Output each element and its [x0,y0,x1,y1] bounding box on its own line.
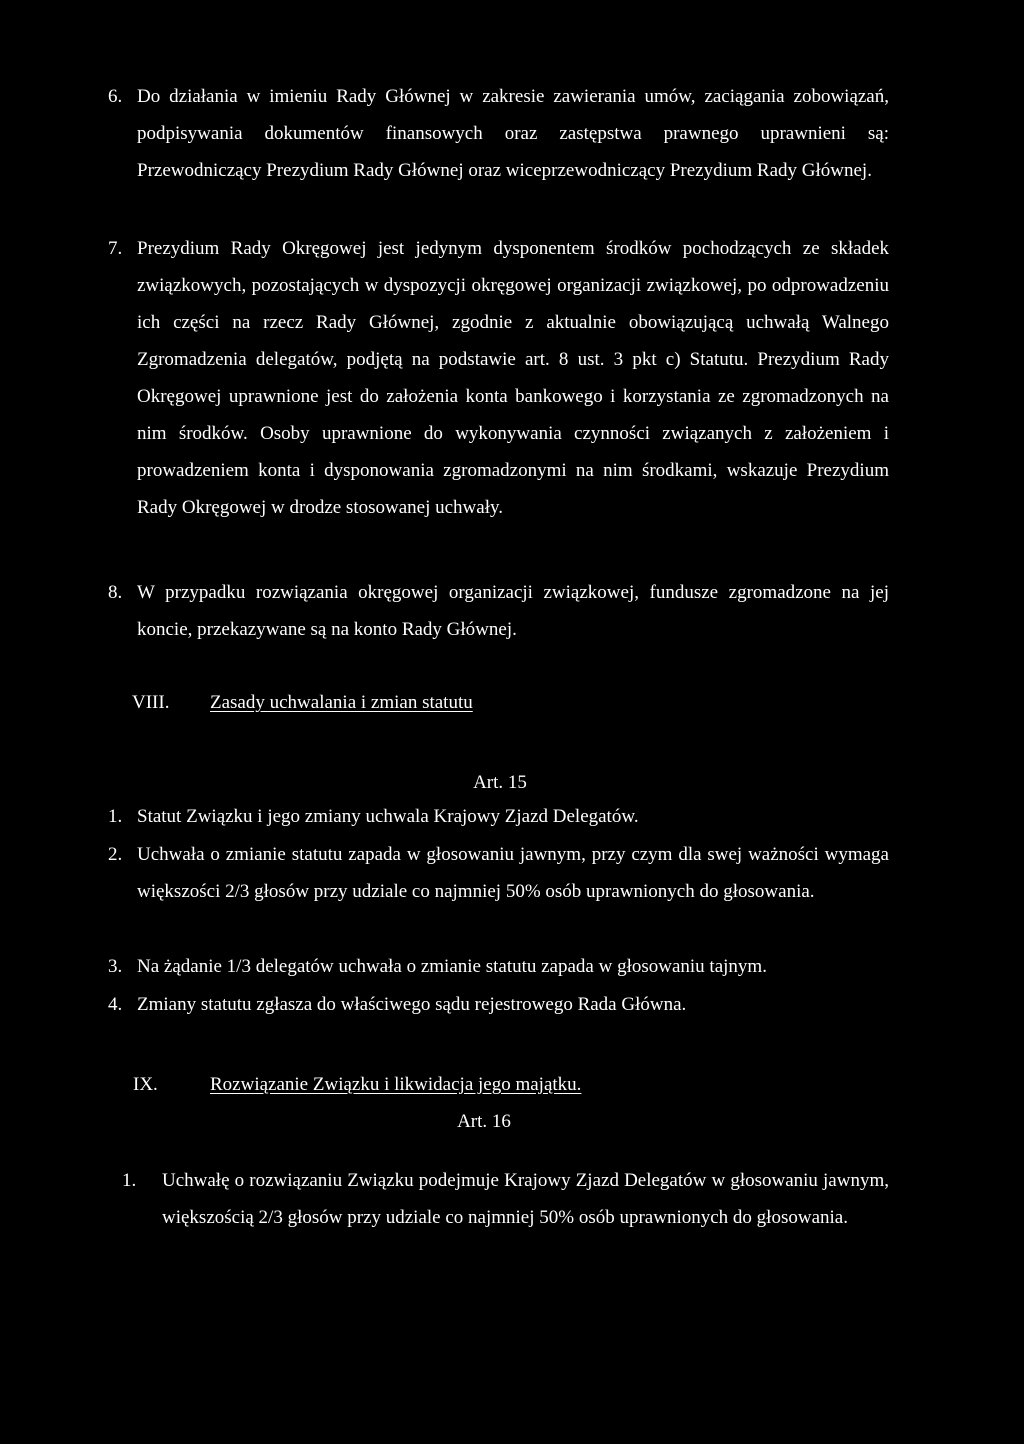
item-text: Statut Związku i jego zmiany uchwala Krajowy Zjazd Delegatów. [137,806,639,827]
section-title: Zasady uchwalania i zmian statutu [210,692,473,713]
item-text: Do działania w imieniu Rady Głównej w zakresie zawierania umów, zaciągania zobowiązań, podpisywania dokumentów finansowych oraz zastępstwa prawnego uprawnieni są: Przewodniczący Prezydium Rady Głównej oraz wiceprzewodniczący Prezydium Rady Głównej. [137,86,889,181]
section-heading [133,1066,158,1103]
item-text: Zmiany statutu zgłasza do właściwego sądu rejestrowego Rada Główna. [137,994,687,1015]
item-number: 1. [108,806,123,827]
item-number: 6. [108,86,123,107]
item-text: Uchwałę o rozwiązaniu Związku podejmuje Krajowy Zjazd Delegatów w głosowaniu jawnym, większością 2/3 głosów przy udziale co najmniej 50% osób uprawnionych do głosowania. [162,1170,889,1228]
item-number: 3. [108,956,123,977]
item-number: 1. [122,1170,137,1191]
section-numeral: IX. [133,1074,158,1095]
article-label: Art. 15 [473,772,527,793]
section-title-wrapper [210,1066,581,1103]
item-text: Prezydium Rady Okręgowej jest jedynym dysponentem środków pochodzących ze składek związkowych, pozostających w dyspozycji okręgowej organizacji związkowej, po odprowadzeniu ich części na rzecz Rady Głównej, zgodnie z aktualnie obowiązującą uchwałą Walnego Zgromadzenia delegatów, podjętą na podstawie art. 8 ust. 3 pkt c) Statutu. Prezydium Rady Okręgowej uprawnione jest do założenia konta bankowego i korzystania ze zgromadzonych na nim środków. Osoby uprawnione do wykonywania czynności związanych z założeniem i prowadzeniem konta i dysponowania zgromadzonymi na nim środkami, wskazuje Prezydium Rady Okręgowej w drodze stosowanej uchwały. [137,238,889,518]
section-title-wrapper [210,684,473,721]
section-title: Rozwiązanie Związku i likwidacja jego majątku. [210,1074,582,1095]
item-number: 2. [108,844,123,865]
item-text: Uchwała o zmianie statutu zapada w głosowaniu jawnym, przy czym dla swej ważności wymaga większości 2/3 głosów przy udziale co najmniej 50% osób uprawnionych do głosowania. [137,844,889,902]
article-label: Art. 16 [457,1111,511,1132]
section-numeral: VIII. [132,692,170,713]
item-text: Na żądanie 1/3 delegatów uchwała o zmianie statutu zapada w głosowaniu tajnym. [137,956,767,977]
item-text: W przypadku rozwiązania okręgowej organizacji związkowej, fundusze zgromadzone na jej koncie, przekazywane są na konto Rady Głównej. [137,582,889,640]
item-number: 8. [108,582,123,603]
item-number: 7. [108,238,123,259]
section-heading [132,684,169,721]
item-number: 4. [108,994,123,1015]
